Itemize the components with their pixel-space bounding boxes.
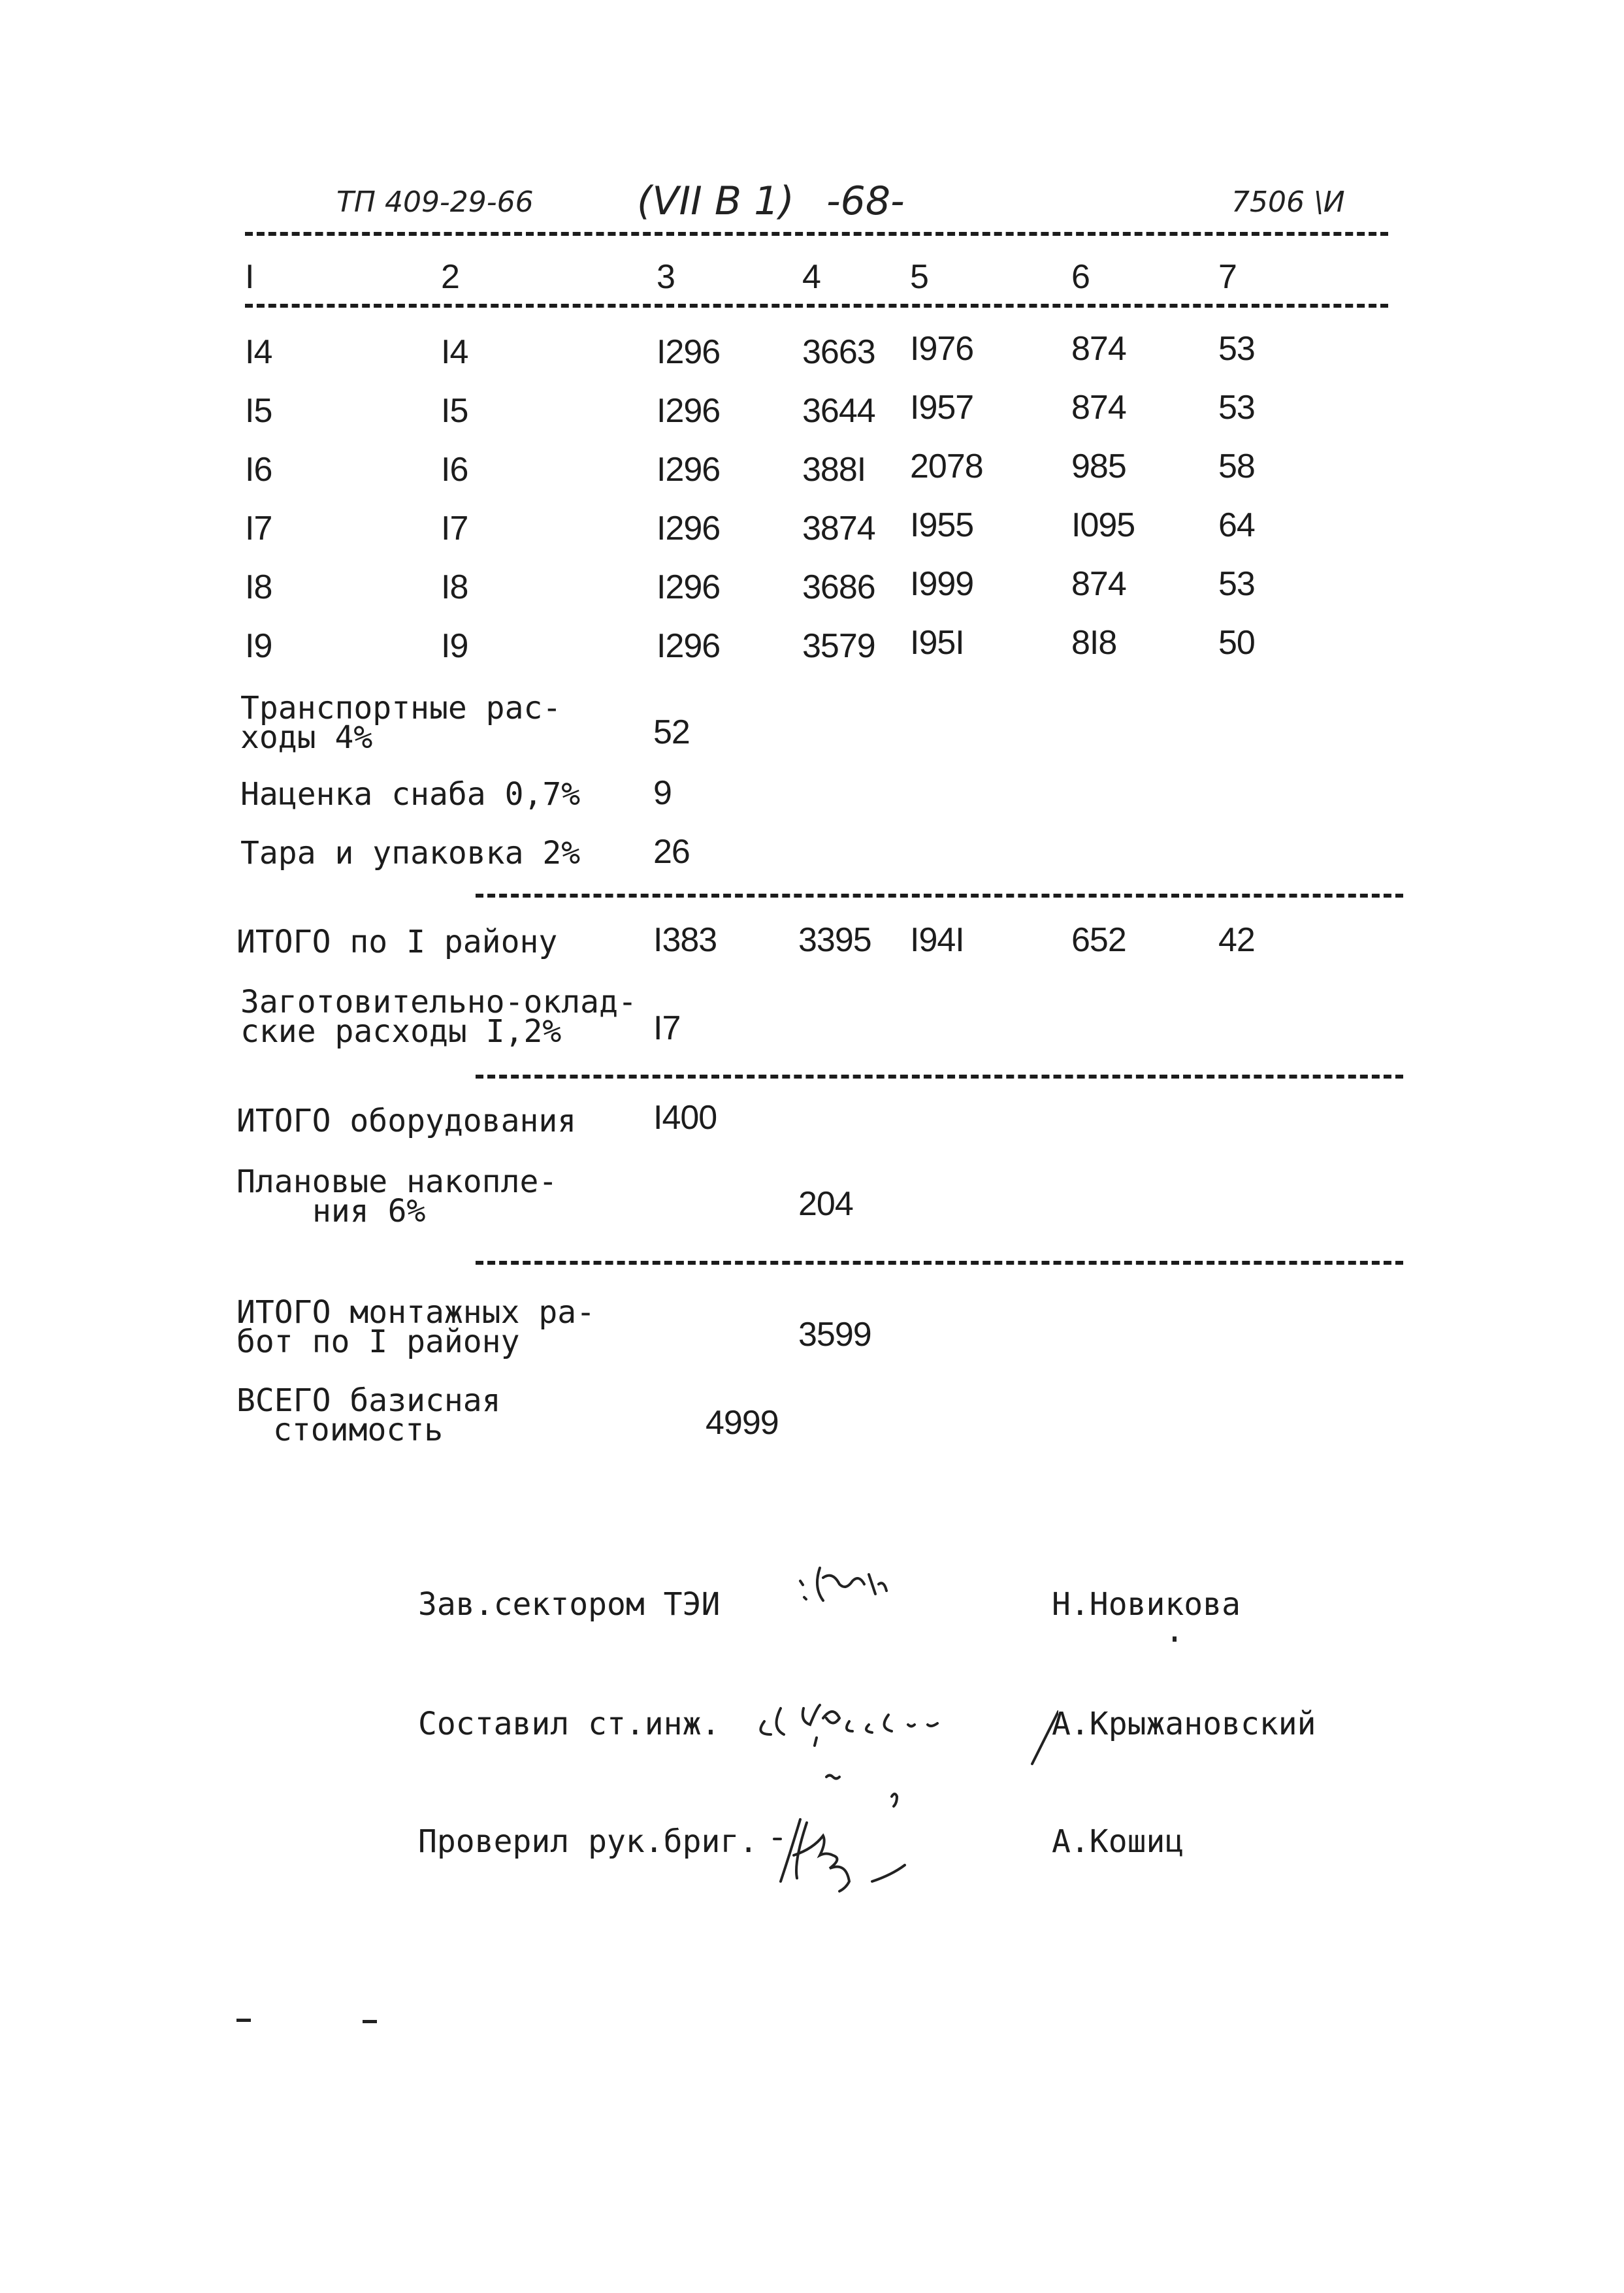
transport-value: 52: [653, 713, 690, 751]
column-header-rule: [245, 304, 1388, 308]
total-region-value-3: I383: [653, 921, 717, 959]
col-header-6: 6: [1071, 258, 1090, 296]
table-cell: I5: [441, 392, 468, 430]
table-cell: I6: [245, 451, 272, 489]
table-cell: I957: [910, 389, 974, 427]
table-cell: 58: [1218, 447, 1255, 485]
table-cell: 8I8: [1071, 624, 1117, 662]
header-rule: [245, 232, 1388, 236]
table-cell: I296: [657, 568, 721, 606]
table-cell: 3686: [802, 568, 875, 606]
total-equipment-label: ИТОГО оборудования: [236, 1103, 577, 1139]
procurement-label-line2: ские расходы I,2%: [240, 1013, 562, 1050]
table-cell: I296: [657, 333, 721, 371]
col-header-7: 7: [1218, 258, 1237, 296]
table-cell: I296: [657, 451, 721, 489]
total-region-value-6: 652: [1071, 921, 1126, 959]
subtotal-rule: [476, 894, 1403, 898]
table-cell: 3644: [802, 392, 875, 430]
section-code: (VII В 1): [637, 178, 794, 224]
grand-total-label-line1: ВСЕГО базисная: [236, 1382, 501, 1419]
signature-role-checker: Проверил рук.бриг.: [418, 1823, 758, 1860]
table-cell: I9: [245, 627, 272, 665]
table-cell: I4: [441, 333, 468, 371]
total-region-value-5: I94I: [910, 921, 964, 959]
signature-name-checker: А.Кошиц: [1052, 1823, 1184, 1860]
table-cell: 3579: [802, 627, 875, 665]
total-installation-label-line2: бот по I району: [236, 1324, 520, 1360]
total-installation-label-line1: ИТОГО монтажных ра-: [236, 1294, 596, 1331]
packaging-label: Тара и упаковка 2%: [240, 835, 581, 871]
table-cell: 64: [1218, 506, 1255, 544]
table-cell: 53: [1218, 330, 1255, 368]
table-cell: I296: [657, 510, 721, 547]
signature-role-head: Зав.сектором ТЭИ: [418, 1586, 721, 1623]
markup-value: 9: [653, 774, 672, 812]
table-cell: I296: [657, 627, 721, 665]
col-header-4: 4: [802, 258, 820, 296]
sheet-code: 7506 \И: [1231, 186, 1345, 219]
table-cell: I7: [441, 510, 468, 547]
table-cell: I9: [441, 627, 468, 665]
table-cell: I296: [657, 392, 721, 430]
procurement-label-line1: Заготовительно-оклад-: [240, 984, 637, 1020]
col-header-1: I: [245, 258, 254, 296]
grand-total-value: 4999: [706, 1404, 779, 1442]
col-header-3: 3: [657, 258, 675, 296]
table-cell: I8: [441, 568, 468, 606]
table-cell: I955: [910, 506, 974, 544]
table-cell: 50: [1218, 624, 1255, 662]
installation-rule: [476, 1261, 1403, 1265]
total-region-value-4: 3395: [798, 921, 871, 959]
table-cell: 2078: [910, 447, 983, 485]
col-header-2: 2: [441, 258, 459, 296]
procurement-value: I7: [653, 1009, 681, 1047]
table-cell: 985: [1071, 447, 1126, 485]
table-cell: I95I: [910, 624, 964, 662]
signature-koshits: [761, 1764, 996, 1895]
col-header-5: 5: [910, 258, 928, 296]
table-cell: I095: [1071, 506, 1135, 544]
transport-label-line1: Транспортные рас-: [240, 690, 562, 726]
grand-total-label-line2: стоимость: [273, 1412, 444, 1448]
signature-name-head: Н.Новикова: [1052, 1586, 1241, 1623]
table-cell: I5: [245, 392, 272, 430]
packaging-value: 26: [653, 833, 690, 871]
planned-value: 204: [798, 1185, 853, 1223]
table-cell: 53: [1218, 389, 1255, 427]
table-cell: I999: [910, 565, 974, 603]
table-cell: I6: [441, 451, 468, 489]
total-equipment-value: I400: [653, 1099, 717, 1137]
page-number: -68-: [826, 178, 905, 224]
transport-label-line2: ходы 4%: [240, 719, 373, 756]
table-cell: 53: [1218, 565, 1255, 603]
planned-label-line2: ния 6%: [312, 1193, 426, 1229]
table-cell: I7: [245, 510, 272, 547]
equipment-rule: [476, 1075, 1403, 1079]
table-cell: 3663: [802, 333, 875, 371]
signature-role-compiler: Составил ст.инж.: [418, 1706, 721, 1742]
stray-mark: [236, 2019, 251, 2022]
table-cell: 388I: [802, 451, 866, 489]
signature-novikova: [794, 1561, 950, 1620]
total-region-value-7: 42: [1218, 921, 1255, 959]
table-cell: 3874: [802, 510, 875, 547]
doc-code: ТП 409-29-66: [336, 186, 534, 219]
table-cell: 874: [1071, 330, 1126, 368]
table-cell: 874: [1071, 565, 1126, 603]
table-cell: I4: [245, 333, 272, 371]
total-installation-value: 3599: [798, 1316, 871, 1354]
table-cell: I976: [910, 330, 974, 368]
markup-label: Наценка снаба 0,7%: [240, 776, 581, 813]
signature-kryzhanovsky: [751, 1689, 1058, 1767]
table-cell: I8: [245, 568, 272, 606]
signature-name-compiler: А.Крыжановский: [1052, 1706, 1316, 1742]
ink-dot: [1173, 1636, 1177, 1642]
table-cell: 874: [1071, 389, 1126, 427]
total-region-label: ИТОГО по I району: [236, 924, 558, 960]
stray-mark: [363, 2020, 377, 2023]
planned-label-line1: Плановые накопле-: [236, 1163, 558, 1200]
